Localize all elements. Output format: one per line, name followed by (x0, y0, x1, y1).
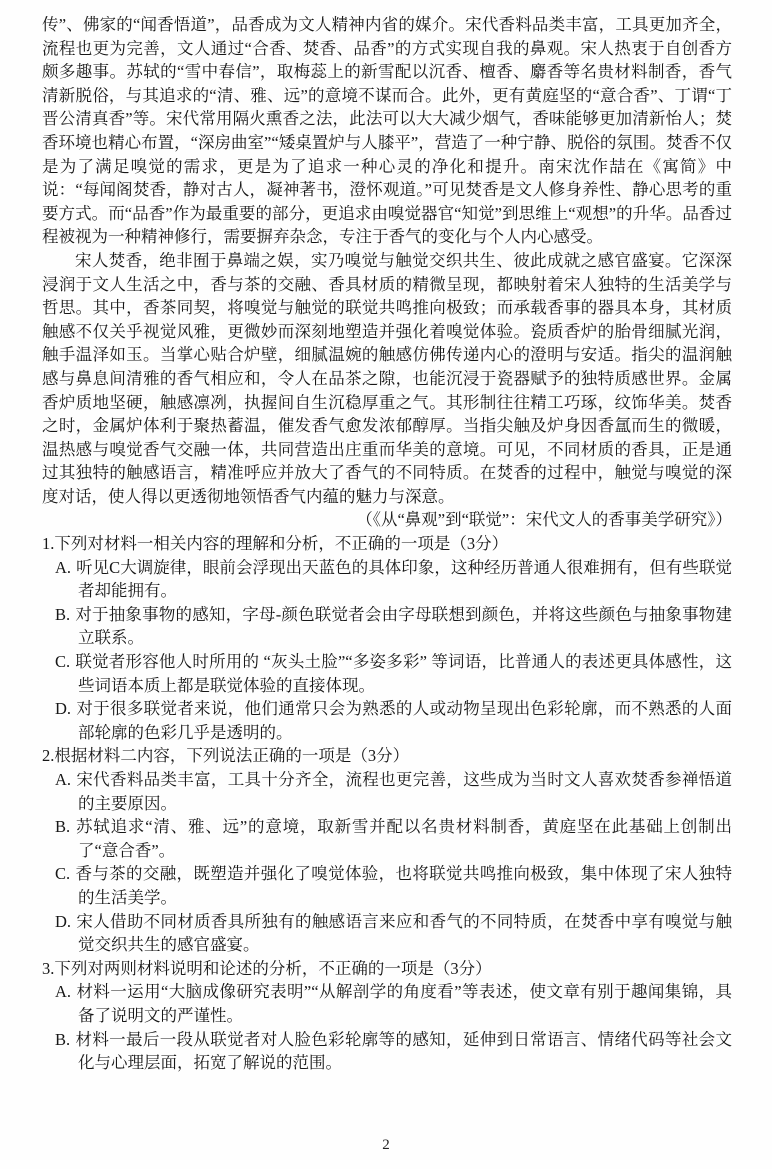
question-2 (42, 744, 732, 956)
body-paragraph-2: 宋人焚香，绝非囿于鼻端之娱，实乃嗅觉与触觉交织共生、彼此成就之感官盛宴。它深深浸润于文人生活之中，香与茶的交融、香具材质的精微呈现，都映射着宋人独特的生活美学与哲思。其中，香茶同契，将嗅觉与触觉的联觉共鸣推向极致；而承载香事的器具本身，其材质触感不仅关乎视觉风雅，更微妙而深刻地塑造并强化着嗅觉体验。瓷质香炉的胎骨细腻光润，触手温泽如玉。当掌心贴合炉壁，细腻温婉的触感仿佛传递内心的澄明与安适。指尖的温润触感与鼻息间清雅的香气相应和，令人在品茶之隙，也能沉浸于瓷器赋予的独特质感世界。金属香炉质地坚硬，触感凛冽，执握间自生沉稳厚重之气。其形制往往精工巧琢，纹饰华美。焚香之时，金属炉体利于聚热蓄温，催发香气愈发浓郁醇厚。当指尖触及炉身因香氲而生的微暖，温热感与嗅觉香气交融一体，共同营造出庄重而华美的意境。可见，不同材质的香具，正是通过其独特的触感语言，精准呼应并放大了香气的不同特质。在焚香的过程中，触觉与嗅觉的深度对话，使人得以更透彻地领悟香气内蕴的魅力与深意。 (42, 250, 732, 506)
option-label: B. (55, 817, 71, 837)
option-text: 材料一最后一段从联觉者对人脸色彩轮廓等的感知，延伸到日常语言、情绪代码等社会文化与心理层面，拓宽了解说的范围。 (75, 1029, 732, 1073)
question-2-stem: 2.根据材料二内容，下列说法正确的一项是（3分） (42, 746, 410, 766)
question-1-stem: 1.下列对材料一相关内容的理解和分析，不正确的一项是（3分） (42, 534, 509, 554)
question-3-option-a (55, 980, 732, 1027)
option-label: D. (55, 699, 72, 719)
question-2-option-b (55, 815, 732, 862)
option-text: 对于抽象事物的感知，字母-颜色联觉者会由字母联想到颜色，并将这些颜色与抽象事物建立联系。 (75, 604, 732, 648)
option-text: 宋人借助不同材质香具所独有的触感语言来应和香气的不同特质，在焚香中享有嗅觉与触觉交织共生的感官盛宴。 (76, 911, 732, 955)
option-label: B. (55, 1029, 71, 1049)
question-3-stem: 3.下列对两则材料说明和论述的分析，不正确的一项是（3分） (42, 958, 492, 978)
question-2-option-a (55, 768, 732, 815)
question-1 (42, 532, 732, 744)
option-text: 联觉者形容他人时所用的 “灰头土脸”“多姿多彩” 等词语，比普通人的表述更具体感性，这些词语本质上都是联觉体验的直接体现。 (75, 652, 732, 695)
option-label: A. (55, 770, 72, 789)
option-label: B. (55, 604, 71, 624)
option-label: A. (55, 557, 72, 577)
question-1-option-c (55, 650, 732, 697)
option-label: C. (55, 652, 71, 672)
question-1-option-d (55, 697, 732, 744)
source-citation: （《从“鼻观”到“联觉”：宋代文人的香事美学研究》） (356, 510, 732, 530)
option-text: 听见C大调旋律，眼前会浮现出天蓝色的具体印象，这种经历普通人很难拥有，但有些联觉者却能拥有。 (76, 557, 732, 601)
option-label: A. (55, 982, 72, 1002)
option-text: 宋代香料品类丰富，工具十分齐全，流程也更完善，这些成为当时文人喜欢焚香参禅悟道的主要原因。 (76, 770, 732, 813)
question-3-option-b (55, 1028, 732, 1075)
question-3 (42, 957, 732, 1075)
option-text: 材料一运用“大脑成像研究表明”“从解剖学的角度看”等表述，使文章有别于趣闻集锦，具备了说明文的严谨性。 (76, 982, 732, 1025)
option-text: 苏轼追求“清、雅、远”的意境，取新雪并配以名贵材料制香，黄庭坚在此基础上创制出了“意合香”。 (75, 817, 732, 860)
question-1-option-b (55, 603, 732, 650)
question-1-option-a (55, 556, 732, 603)
option-label: D. (55, 911, 72, 931)
page-number: 2 (382, 1137, 390, 1154)
question-2-option-c (55, 862, 732, 909)
body-paragraph-1: 传”、佛家的“闻香悟道”，品香成为文人精神内省的媒介。宋代香料品类丰富，工具更加齐全，流程也更为完善，文人通过“合香、焚香、品香”的方式实现自我的鼻观。宋人热衷于自创香方颇多趣事。苏轼的“雪中春信”，取梅蕊上的新雪配以沉香、檀香、麝香等名贵材料制香，香气清新脱俗，与其追求的“清、雅、远”的意境不谋而合。此外，更有黄庭坚的“意合香”、丁谓“丁晋公清真香”等。宋代常用隔火熏香之法，此法可以大大减少烟气，香味能够更加清新怡人；焚香环境也精心布置，“深房曲室”“矮桌置炉与人膝平”，营造了一种宁静、脱俗的氛围。焚香不仅是为了满足嗅觉的需求，更是为了追求一种心灵的净化和提升。南宋沈作喆在《寓简》中说：“每闻阁焚香，静对古人，凝神著书，澄怀观道。”可见焚香是文人修身养性、静心思考的重要方式。而“品香”作为最重要的部分，更追求由嗅觉器官“知觉”到思维上“观想”的升华。品香过程被视为一种精神修行，需要摒弃杂念，专注于香气的变化与个人内心感受。 (42, 15, 732, 247)
question-2-option-d (55, 910, 732, 957)
option-text: 对于很多联觉者来说，他们通常只会为熟悉的人或动物呈现出色彩轮廓，而不熟悉的人面部轮廓的色彩几乎是透明的。 (76, 699, 732, 742)
option-label: C. (55, 864, 71, 884)
option-text: 香与茶的交融，既塑造并强化了嗅觉体验，也将联觉共鸣推向极致，集中体现了宋人独特的生活美学。 (75, 864, 732, 907)
